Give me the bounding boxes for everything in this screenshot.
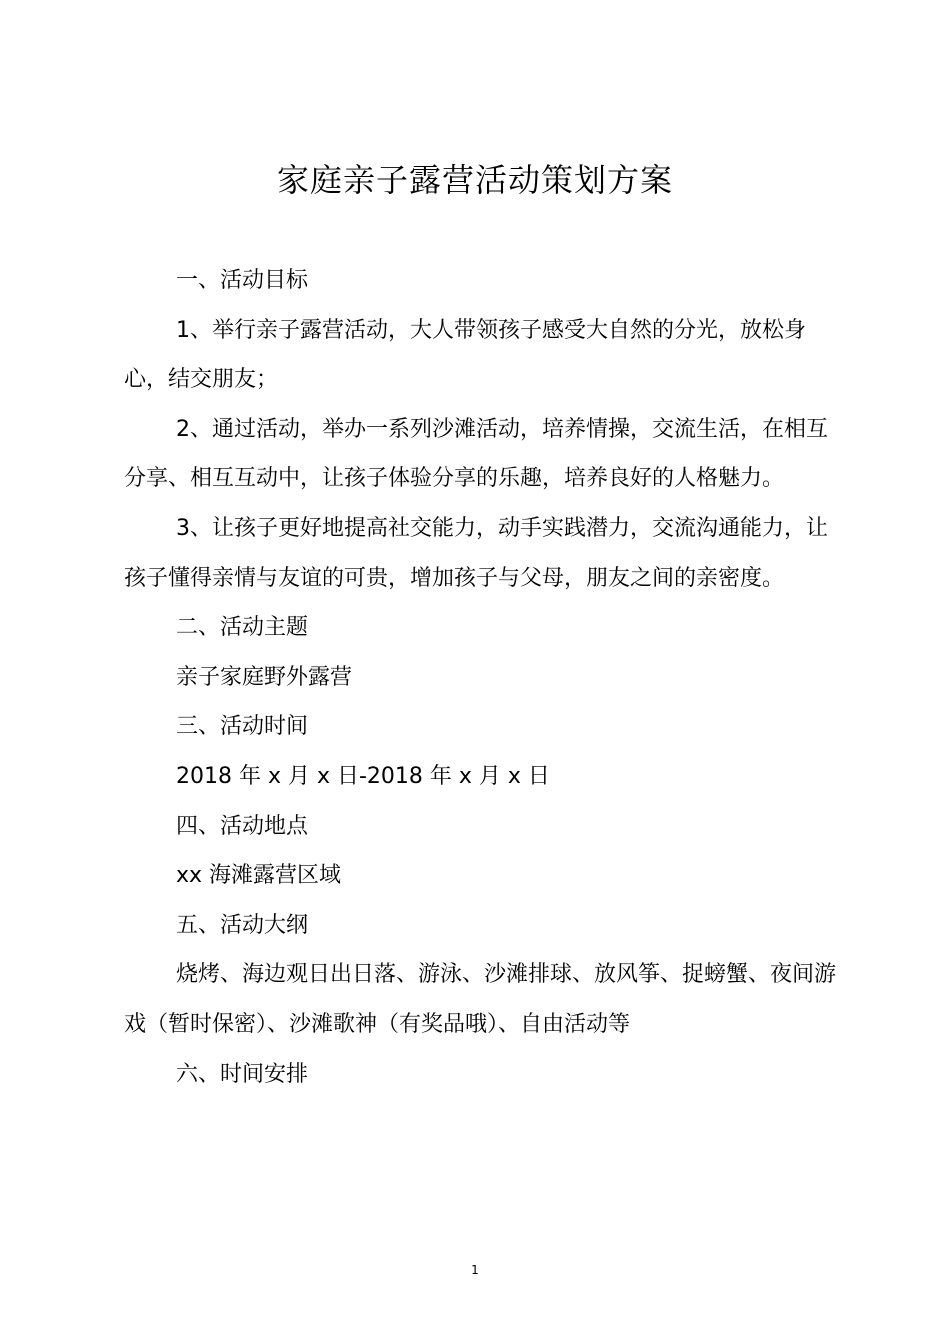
document-body: [124, 256, 836, 1099]
section-heading-theme: 二、活动主题: [176, 615, 309, 641]
section-heading-schedule: 六、时间安排: [176, 1061, 309, 1087]
section-heading-outline: 五、活动大纲: [176, 912, 309, 938]
outline-text: 烧烤、海边观日出日落、游泳、沙滩排球、放风筝、捉螃蟹、夜间游戏（暂时保密）、沙滩歌神（有奖品哦）、自由活动等: [124, 962, 837, 1037]
section-heading-location: 四、活动地点: [176, 813, 309, 839]
page-number: 1: [471, 1263, 479, 1277]
theme-text: 亲子家庭野外露营: [176, 664, 353, 690]
goal-item-2: 2、通过活动，举办一系列沙滩活动，培养情操，交流生活，在相互分享、相互互动中，让孩子体验分享的乐趣，培养良好的人格魅力。: [124, 416, 828, 492]
location-text: xx 海滩露营区域: [176, 863, 342, 889]
section-heading-time: 三、活动时间: [176, 714, 309, 740]
document-title: 家庭亲子露营活动策划方案: [276, 161, 673, 199]
goal-item-3: 3、让孩子更好地提高社交能力，动手实践潜力，交流沟通能力，让孩子懂得亲情与友谊的可贵，增加孩子与父母，朋友之间的亲密度。: [124, 515, 828, 591]
section-heading-goals: 一、活动目标: [176, 268, 309, 293]
time-text: 2018 年 x 月 x 日-2018 年 x 月 x 日: [176, 763, 550, 789]
goal-item-1: 1、举行亲子露营活动，大人带领孩子感受大自然的分光，放松身心，结交朋友；: [124, 317, 806, 393]
